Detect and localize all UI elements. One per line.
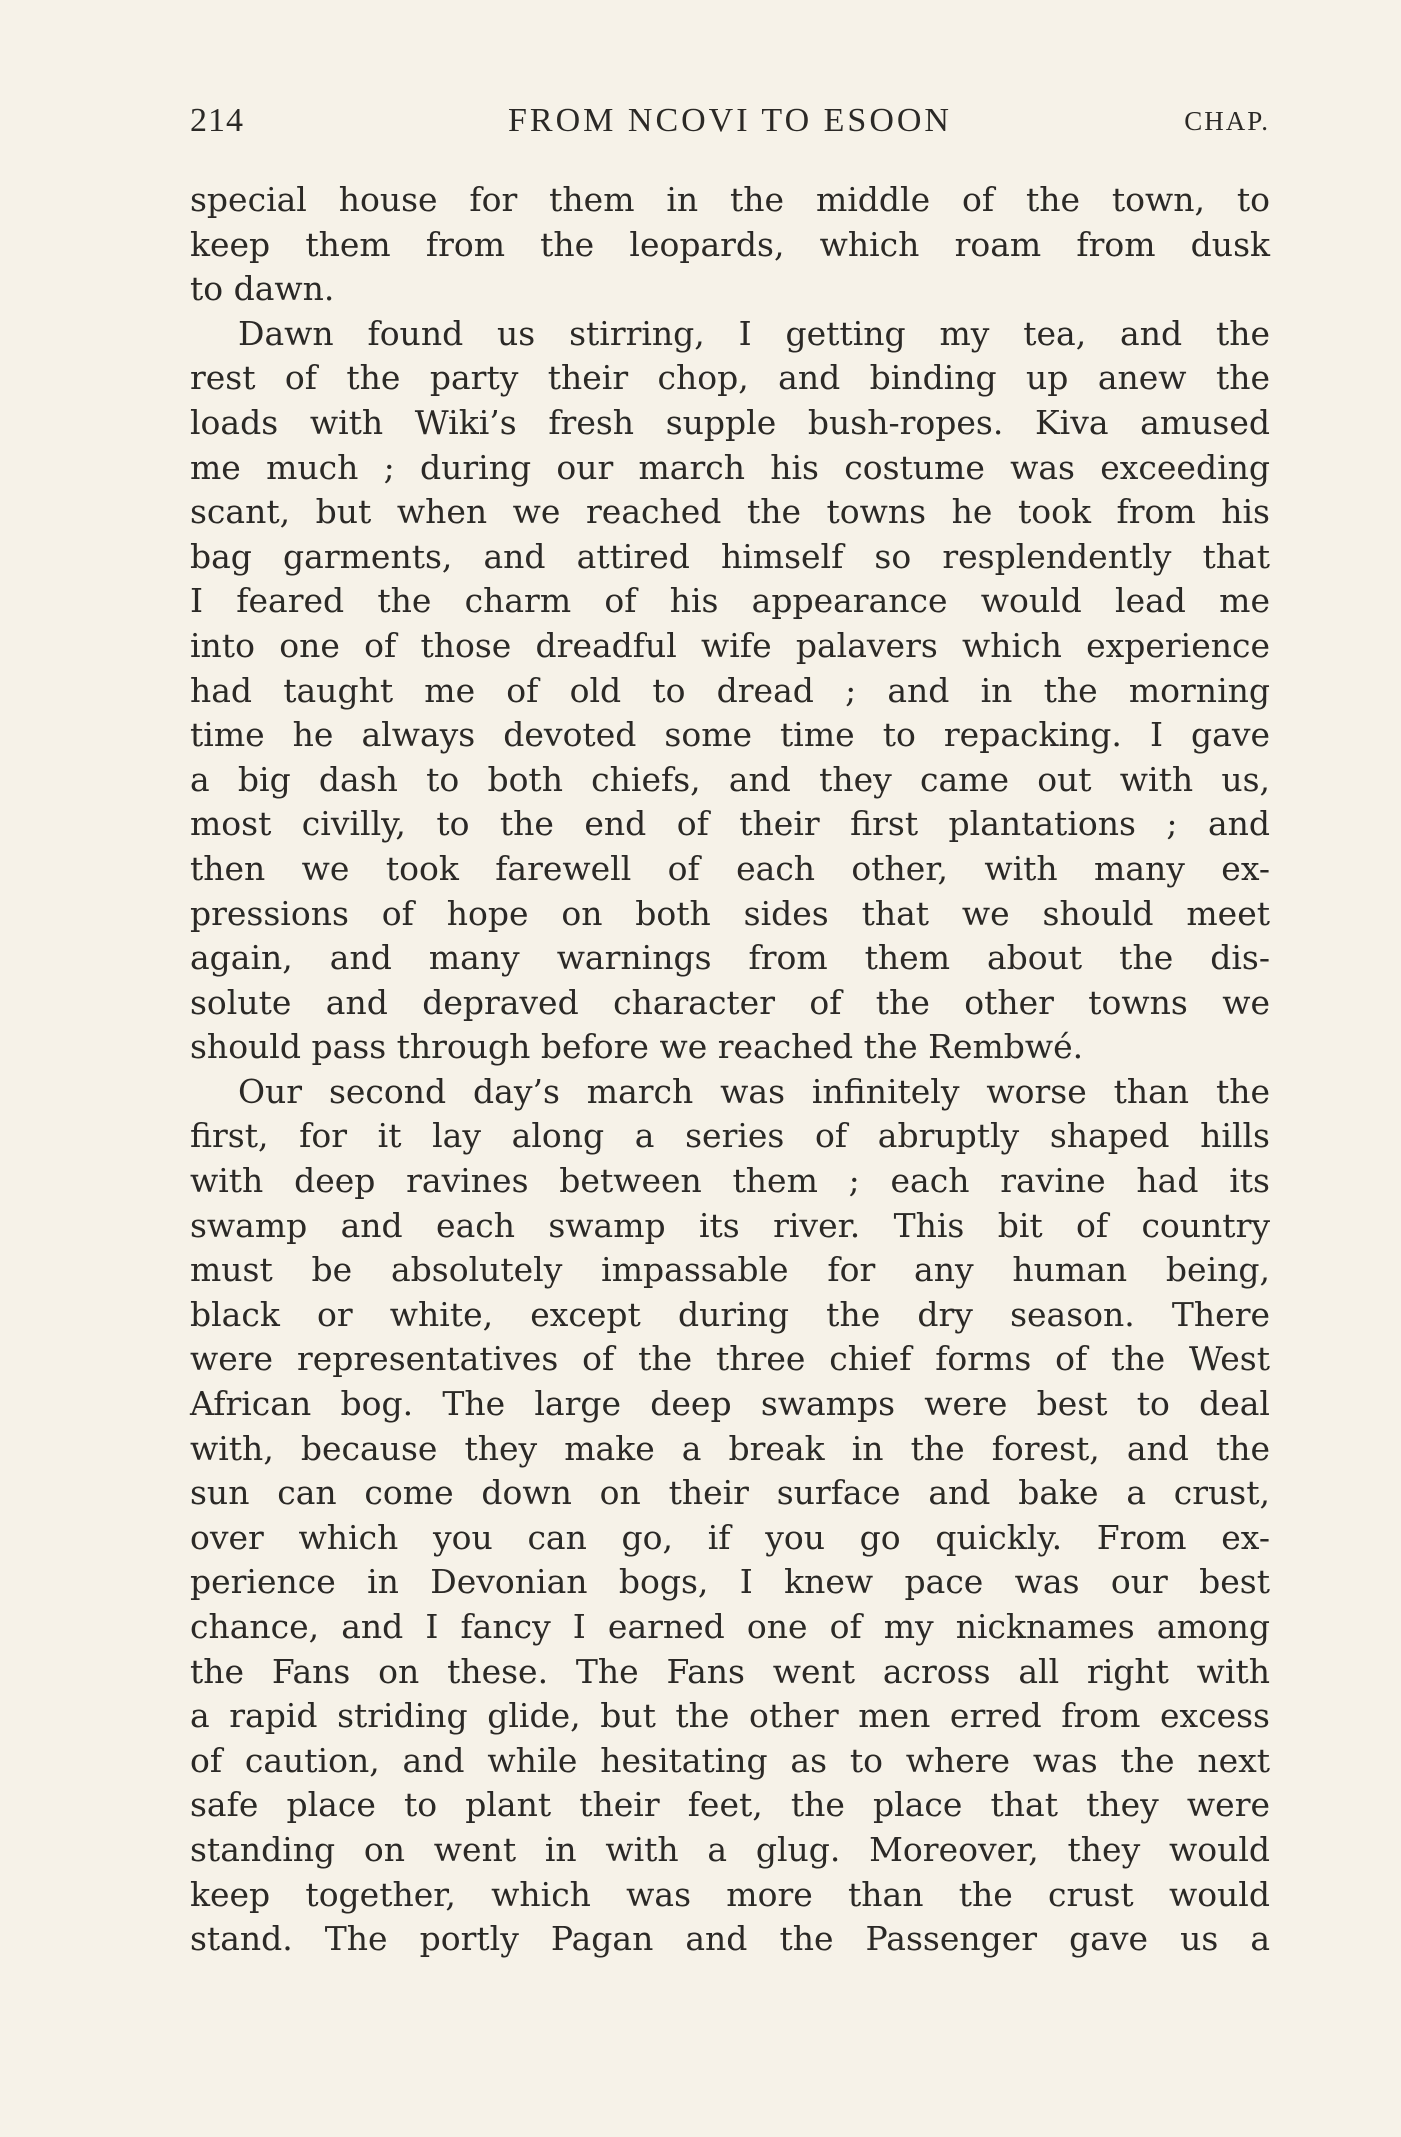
text-line: should pass through before we reached the Rembwé. — [190, 1027, 1084, 1067]
text-line: had taught me of old to dread ; and in the morning — [190, 670, 1270, 710]
text-line: loads with Wiki’s fresh supple bush-ropes. Kiva amused — [190, 402, 1270, 442]
text-line: bag garments, and attired himself so resplendently that — [190, 536, 1270, 576]
text-line: time he always devoted some time to repacking. I gave — [190, 715, 1270, 755]
text-line: solute and depraved character of the other towns we — [190, 982, 1270, 1022]
page-number: 214 — [190, 102, 244, 139]
text-line: then we took farewell of each other, with many ex- — [190, 848, 1270, 888]
text-line: must be absolutely impassable for any human being, — [190, 1250, 1270, 1290]
text-line: African bog. The large deep swamps were best to deal — [190, 1384, 1270, 1424]
text-line: over which you can go, if you go quickly. From ex- — [190, 1517, 1270, 1557]
text-line: were representatives of the three chief forms of the West — [190, 1339, 1270, 1379]
text-line: special house for them in the middle of the town, to — [190, 180, 1270, 219]
text-line: with deep ravines between them ; each ravine had its — [190, 1161, 1270, 1201]
text-line: stand. The portly Pagan and the Passenger gave us a — [190, 1919, 1270, 1959]
text-line: me much ; during our march his costume was exceeding — [190, 447, 1270, 487]
text-line: standing on went in with a glug. Moreover, they would — [190, 1829, 1270, 1869]
text-line: first, for it lay along a series of abruptly shaped hills — [190, 1116, 1270, 1156]
text-line: Dawn found us stirring, I getting my tea, and the — [238, 313, 1270, 353]
text-line: pressions of hope on both sides that we should meet — [190, 893, 1270, 933]
chapter-label: CHAP. — [1184, 106, 1270, 136]
text-line: safe place to plant their feet, the place that they were — [190, 1785, 1270, 1825]
text-line: Our second day’s march was infinitely worse than the — [238, 1071, 1270, 1111]
text-line: swamp and each swamp its river. This bit of country — [190, 1205, 1270, 1245]
text-line: perience in Devonian bogs, I knew pace was our best — [190, 1562, 1270, 1602]
text-line: into one of those dreadful wife palavers which experience — [190, 625, 1270, 665]
text-line: most civilly, to the end of their first plantations ; and — [190, 804, 1270, 844]
text-line: rest of the party their chop, and binding up anew the — [190, 358, 1270, 398]
text-line: I feared the charm of his appearance would lead me — [190, 581, 1270, 621]
text-line: black or white, except during the dry season. There — [190, 1294, 1270, 1334]
text-line: with, because they make a break in the forest, and the — [190, 1428, 1270, 1468]
text-line: sun can come down on their surface and bake a crust, — [190, 1473, 1270, 1513]
running-head — [190, 102, 1270, 152]
text-line: chance, and I fancy I earned one of my nicknames among — [190, 1607, 1270, 1646]
text-line: keep together, which was more than the crust would — [190, 1874, 1270, 1914]
text-line: a rapid striding glide, but the other men erred from excess — [190, 1696, 1270, 1736]
text-line: the Fans on these. The Fans went across all right with — [190, 1651, 1270, 1691]
text-line: of caution, and while hesitating as to where was the next — [190, 1740, 1270, 1780]
text-line: to dawn. — [190, 269, 335, 309]
text-line: scant, but when we reached the towns he took from his — [190, 492, 1270, 532]
text-line: a big dash to both chiefs, and they came out with us, — [190, 759, 1270, 799]
text-line: keep them from the leopards, which roam from dusk — [190, 224, 1270, 264]
body-text — [190, 178, 1270, 1962]
text-line: again, and many warnings from them about the dis- — [190, 938, 1270, 978]
running-title: FROM NCOVI TO ESOON — [508, 102, 952, 139]
